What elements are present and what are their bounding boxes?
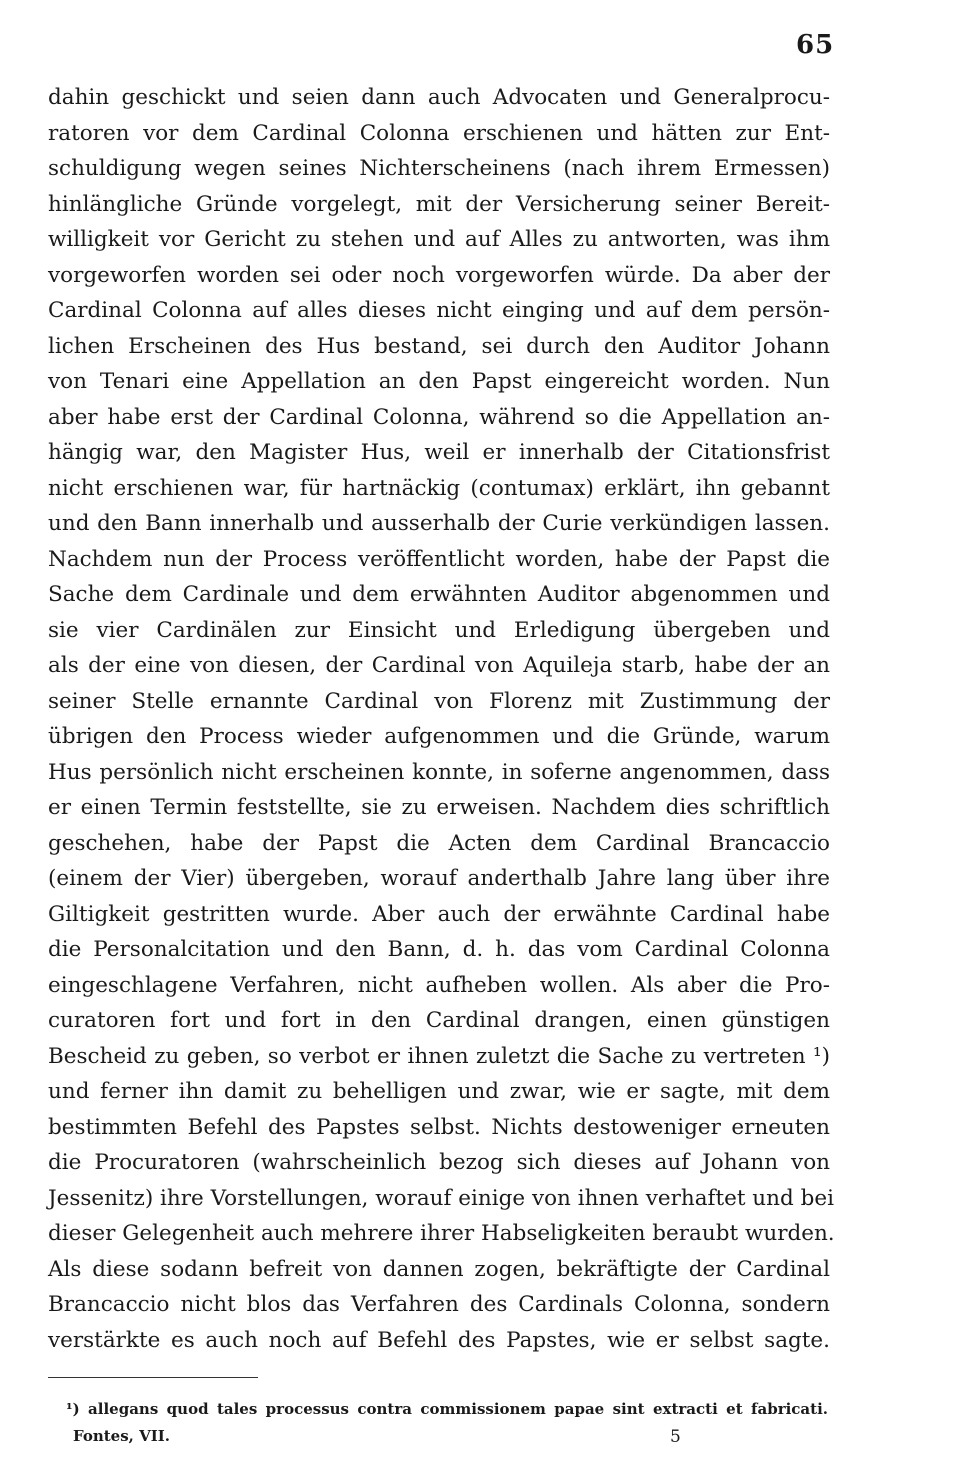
- text-line: Bescheid zu geben, so verbot er ihnen zuletzt die Sache zu vertreten ¹): [48, 1043, 830, 1069]
- text-line: und ferner ihn damit zu behelligen und zwar, wie er sagte, mit dem: [48, 1079, 830, 1104]
- text-line: Hus persönlich nicht erscheinen konnte, in soferne angenommen, dass: [48, 759, 830, 785]
- text-line: Cardinal Colonna auf alles dieses nicht einging und auf dem persön-: [48, 298, 830, 323]
- page-number: 65: [796, 30, 835, 60]
- text-line: geschehen, habe der Papst die Acten dem Cardinal Brancaccio: [48, 830, 830, 856]
- text-line: Brancaccio nicht blos das Verfahren des Cardinals Colonna, sondern: [48, 1292, 830, 1317]
- text-line: Sache dem Cardinale und dem erwähnten Auditor abgenommen und: [48, 582, 830, 607]
- signature-number: 5: [670, 1427, 681, 1447]
- text-line: vorgeworfen worden sei oder noch vorgeworfen würde. Da aber der: [48, 262, 830, 288]
- text-line: die Procuratoren (wahrscheinlich bezog sich dieses auf Johann von: [48, 1150, 830, 1175]
- text-line: verstärkte es auch noch auf Befehl des Papstes, wie er selbst sagte.: [48, 1327, 830, 1353]
- footnote: ¹) allegans quod tales processus contra commissionem papae sint extracti et fabricati.: [66, 1400, 828, 1418]
- text-line: willigkeit vor Gericht zu stehen und auf Alles zu antworten, was ihm: [48, 227, 830, 252]
- text-line: übrigen den Process wieder aufgenommen und die Gründe, warum: [48, 724, 830, 749]
- text-line: dieser Gelegenheit auch mehrere ihrer Habseligkeiten beraubt wurden.: [48, 1221, 835, 1246]
- text-line: bestimmten Befehl des Papstes selbst. Nichts destoweniger erneuten: [48, 1114, 830, 1140]
- text-line: Jessenitz) ihre Vorstellungen, worauf einige von ihnen verhaftet und bei: [48, 1185, 834, 1211]
- text-line: und den Bann innerhalb und ausserhalb der Curie verkündigen lassen.: [48, 511, 830, 536]
- text-line: er einen Termin feststellte, sie zu erweisen. Nachdem dies schriftlich: [48, 795, 830, 820]
- text-line: Giltigkeit gestritten wurde. Aber auch der erwähnte Cardinal habe: [48, 901, 830, 927]
- footnote-rule: [48, 1377, 258, 1378]
- text-line: Als diese sodann befreit von dannen zogen, bekräftigte der Cardinal: [48, 1256, 830, 1282]
- text-line: ratoren vor dem Cardinal Colonna erschienen und hätten zur Ent-: [48, 120, 830, 146]
- text-line: seiner Stelle ernannte Cardinal von Florenz mit Zustimmung der: [48, 688, 830, 714]
- text-line: hängig war, den Magister Hus, weil er innerhalb der Citationsfrist: [48, 440, 830, 465]
- text-line: die Personalcitation und den Bann, d. h. das vom Cardinal Colonna: [48, 937, 830, 962]
- text-line: dahin geschickt und seien dann auch Advocaten und Generalprocu-: [48, 85, 830, 110]
- text-line: sie vier Cardinälen zur Einsicht und Erledigung übergeben und: [48, 617, 830, 643]
- text-line: curatoren fort und fort in den Cardinal drangen, einen günstigen: [48, 1008, 830, 1033]
- body-text: [48, 80, 835, 1358]
- text-line: lichen Erscheinen des Hus bestand, sei durch den Auditor Johann: [48, 333, 830, 359]
- text-line: hinlängliche Gründe vorgelegt, mit der Versicherung seiner Bereit-: [48, 191, 830, 217]
- text-line: schuldigung wegen seines Nichterscheinens (nach ihrem Ermessen): [48, 156, 830, 181]
- text-line: von Tenari eine Appellation an den Papst eingereicht worden. Nun: [48, 369, 830, 394]
- signature-mark: Fontes, VII.: [73, 1427, 170, 1445]
- text-line: als der eine von diesen, der Cardinal von Aquileja starb, habe der an: [48, 653, 830, 678]
- text-line: nicht erschienen war, für hartnäckig (contumax) erklärt, ihn gebannt: [48, 475, 830, 501]
- text-line: aber habe erst der Cardinal Colonna, während so die Appellation an-: [48, 404, 830, 430]
- text-line: Nachdem nun der Process veröffentlicht worden, habe der Papst die: [48, 546, 830, 572]
- text-line: (einem der Vier) übergeben, worauf anderthalb Jahre lang über ihre: [48, 866, 830, 891]
- text-line: eingeschlagene Verfahren, nicht aufheben wollen. Als aber die Pro-: [48, 972, 830, 998]
